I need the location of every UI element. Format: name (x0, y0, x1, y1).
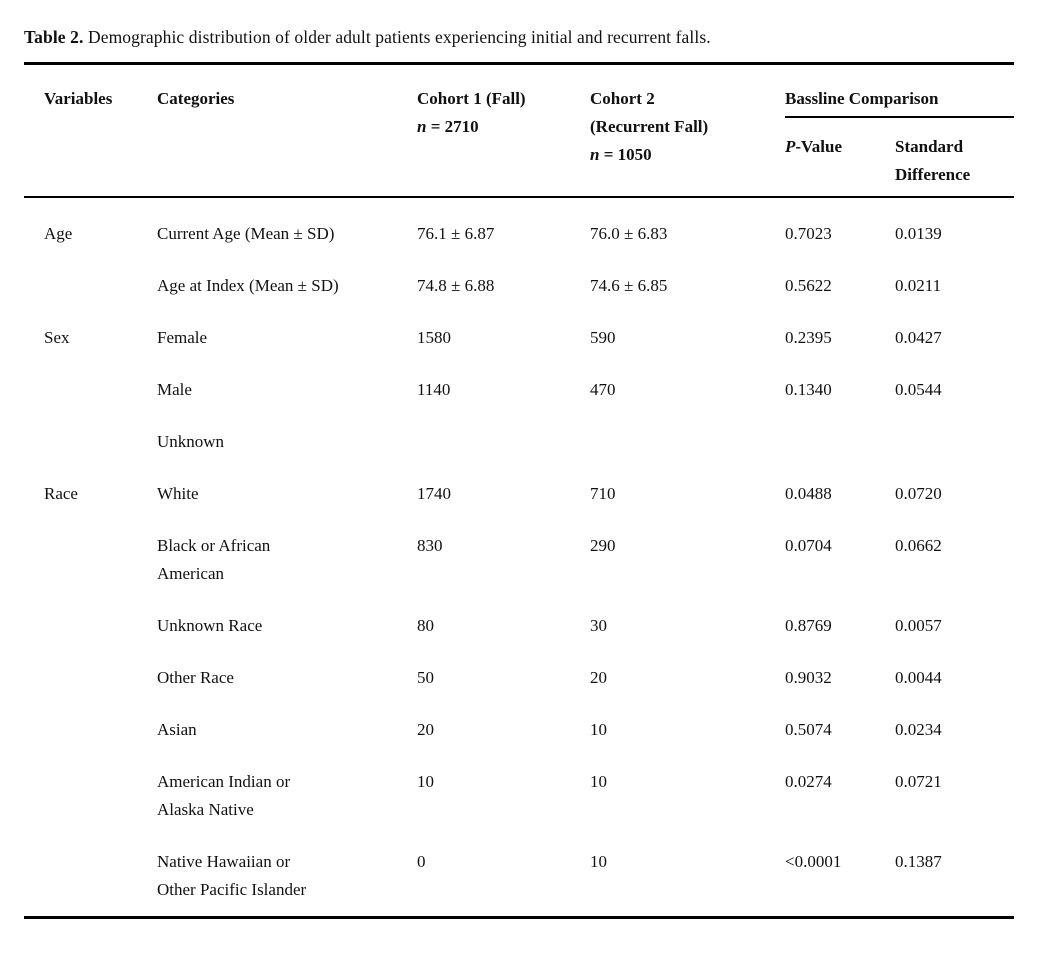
table-row (24, 520, 1014, 600)
table-row (24, 836, 1014, 918)
variable-cell (24, 520, 157, 600)
category-cell: Asian (157, 720, 197, 739)
cohort2-cell: 10 (590, 720, 607, 739)
variable-cell (24, 836, 157, 918)
category-cell: Age at Index (Mean ± SD) (157, 276, 339, 295)
p-value-cell (785, 416, 895, 468)
header-row-1 (24, 64, 1014, 118)
cohort2-cell: 590 (590, 328, 616, 347)
table-row (24, 260, 1014, 312)
std-diff-line1: Standard (895, 137, 964, 156)
cohort2-cell: 290 (590, 536, 616, 555)
category-cell: Unknown (157, 432, 225, 451)
cohort1-title: Cohort 1 (Fall) (417, 89, 526, 108)
variable-cell: Race (44, 484, 78, 503)
std-difference-cell: 0.0211 (895, 276, 942, 295)
std-diff-line2: Difference (895, 165, 971, 184)
p-value-cell: 0.0488 (785, 484, 832, 503)
cohort1-n-symbol: n (417, 117, 427, 136)
category-cell: White (157, 484, 199, 503)
std-difference-cell (895, 416, 1014, 468)
std-difference-cell: 0.0044 (895, 668, 942, 687)
cohort2-cell: 10 (590, 852, 607, 871)
variable-cell (24, 600, 157, 652)
cohort2-subtitle: (Recurrent Fall) (590, 117, 709, 136)
cohort1-cell: 1140 (417, 380, 451, 399)
cohort1-cell: 1740 (417, 484, 451, 503)
cohort2-cell: 74.6 ± 6.85 (590, 276, 668, 295)
column-header-variables: Variables (24, 64, 157, 198)
p-value-cell: 0.5074 (785, 720, 832, 739)
std-difference-cell: 0.0427 (895, 328, 942, 347)
table-row (24, 364, 1014, 416)
table-caption-label: Table 2. (24, 27, 84, 47)
cohort1-cell: 1580 (417, 328, 451, 347)
table-row (24, 416, 1014, 468)
p-value-cell: 0.9032 (785, 668, 832, 687)
cohort1-cell: 20 (417, 720, 434, 739)
cohort2-cell: 470 (590, 380, 616, 399)
table-body (24, 197, 1014, 918)
category-cell: Native Hawaiian or Other Pacific Islander (157, 852, 307, 899)
cohort2-cell: 10 (590, 772, 607, 791)
p-value-rest: -Value (795, 137, 842, 156)
cohort2-cell: 76.0 ± 6.83 (590, 224, 668, 243)
cohort2-cell (590, 416, 785, 468)
column-header-categories: Categories (157, 64, 417, 198)
table-row (24, 600, 1014, 652)
cohort2-cell: 710 (590, 484, 616, 503)
variable-cell: Sex (44, 328, 70, 347)
std-difference-cell: 0.0057 (895, 616, 942, 635)
column-header-cohort2 (590, 64, 785, 198)
cohort1-cell: 80 (417, 616, 434, 635)
cohort1-cell: 10 (417, 772, 434, 791)
table-row (24, 756, 1014, 836)
p-value-cell: 0.1340 (785, 380, 832, 399)
p-value-cell: 0.8769 (785, 616, 832, 635)
category-cell: American Indian or Alaska Native (157, 772, 291, 819)
p-symbol: P (785, 137, 796, 156)
std-difference-cell: 0.1387 (895, 852, 942, 871)
column-header-standard-difference (895, 117, 1014, 197)
cohort1-n-value: = 2710 (430, 117, 479, 136)
category-cell: Current Age (Mean ± SD) (157, 224, 335, 243)
variable-cell (24, 756, 157, 836)
table-caption-text: Demographic distribution of older adult patients experiencing initial and recurrent falls. (83, 27, 711, 47)
std-difference-cell: 0.0139 (895, 224, 942, 243)
category-cell: Unknown Race (157, 616, 263, 635)
variable-cell (24, 260, 157, 312)
std-difference-cell: 0.0720 (895, 484, 942, 503)
cohort2-cell: 20 (590, 668, 607, 687)
cohort2-n-symbol: n (590, 145, 600, 164)
cohort1-cell (417, 416, 590, 468)
column-header-p-value (785, 117, 895, 197)
p-value-cell: 0.2395 (785, 328, 832, 347)
std-difference-cell: 0.0662 (895, 536, 942, 555)
table-row (24, 312, 1014, 364)
p-value-cell: 0.0704 (785, 536, 832, 555)
variable-cell (24, 364, 157, 416)
cohort1-cell: 76.1 ± 6.87 (417, 224, 495, 243)
category-cell: Female (157, 328, 208, 347)
table-row (24, 468, 1014, 520)
table-row (24, 704, 1014, 756)
variable-cell (24, 416, 157, 468)
p-value-cell: 0.5622 (785, 276, 832, 295)
cohort1-cell: 0 (417, 852, 426, 871)
category-cell: Male (157, 380, 192, 399)
p-value-cell: <0.0001 (785, 852, 842, 871)
demographics-table (24, 62, 1014, 919)
table-row (24, 652, 1014, 704)
std-difference-cell: 0.0721 (895, 772, 942, 791)
cohort1-cell: 74.8 ± 6.88 (417, 276, 495, 295)
column-header-cohort1 (417, 64, 590, 198)
category-cell: Other Race (157, 668, 234, 687)
p-value-cell: 0.7023 (785, 224, 832, 243)
std-difference-cell: 0.0234 (895, 720, 942, 739)
cohort1-cell: 830 (417, 536, 443, 555)
table-caption (24, 26, 1016, 48)
variable-cell: Age (44, 224, 73, 243)
cohort2-cell: 30 (590, 616, 607, 635)
std-difference-cell: 0.0544 (895, 380, 942, 399)
cohort1-cell: 50 (417, 668, 434, 687)
p-value-cell: 0.0274 (785, 772, 832, 791)
variable-cell (24, 704, 157, 756)
cohort2-title: Cohort 2 (590, 89, 655, 108)
table-header (24, 64, 1014, 198)
category-cell: Black or African American (157, 536, 271, 583)
column-header-group-bassline-comparison: Bassline Comparison (785, 64, 1014, 118)
cohort2-n-value: = 1050 (603, 145, 652, 164)
variable-cell (24, 652, 157, 704)
table-row (24, 197, 1014, 260)
